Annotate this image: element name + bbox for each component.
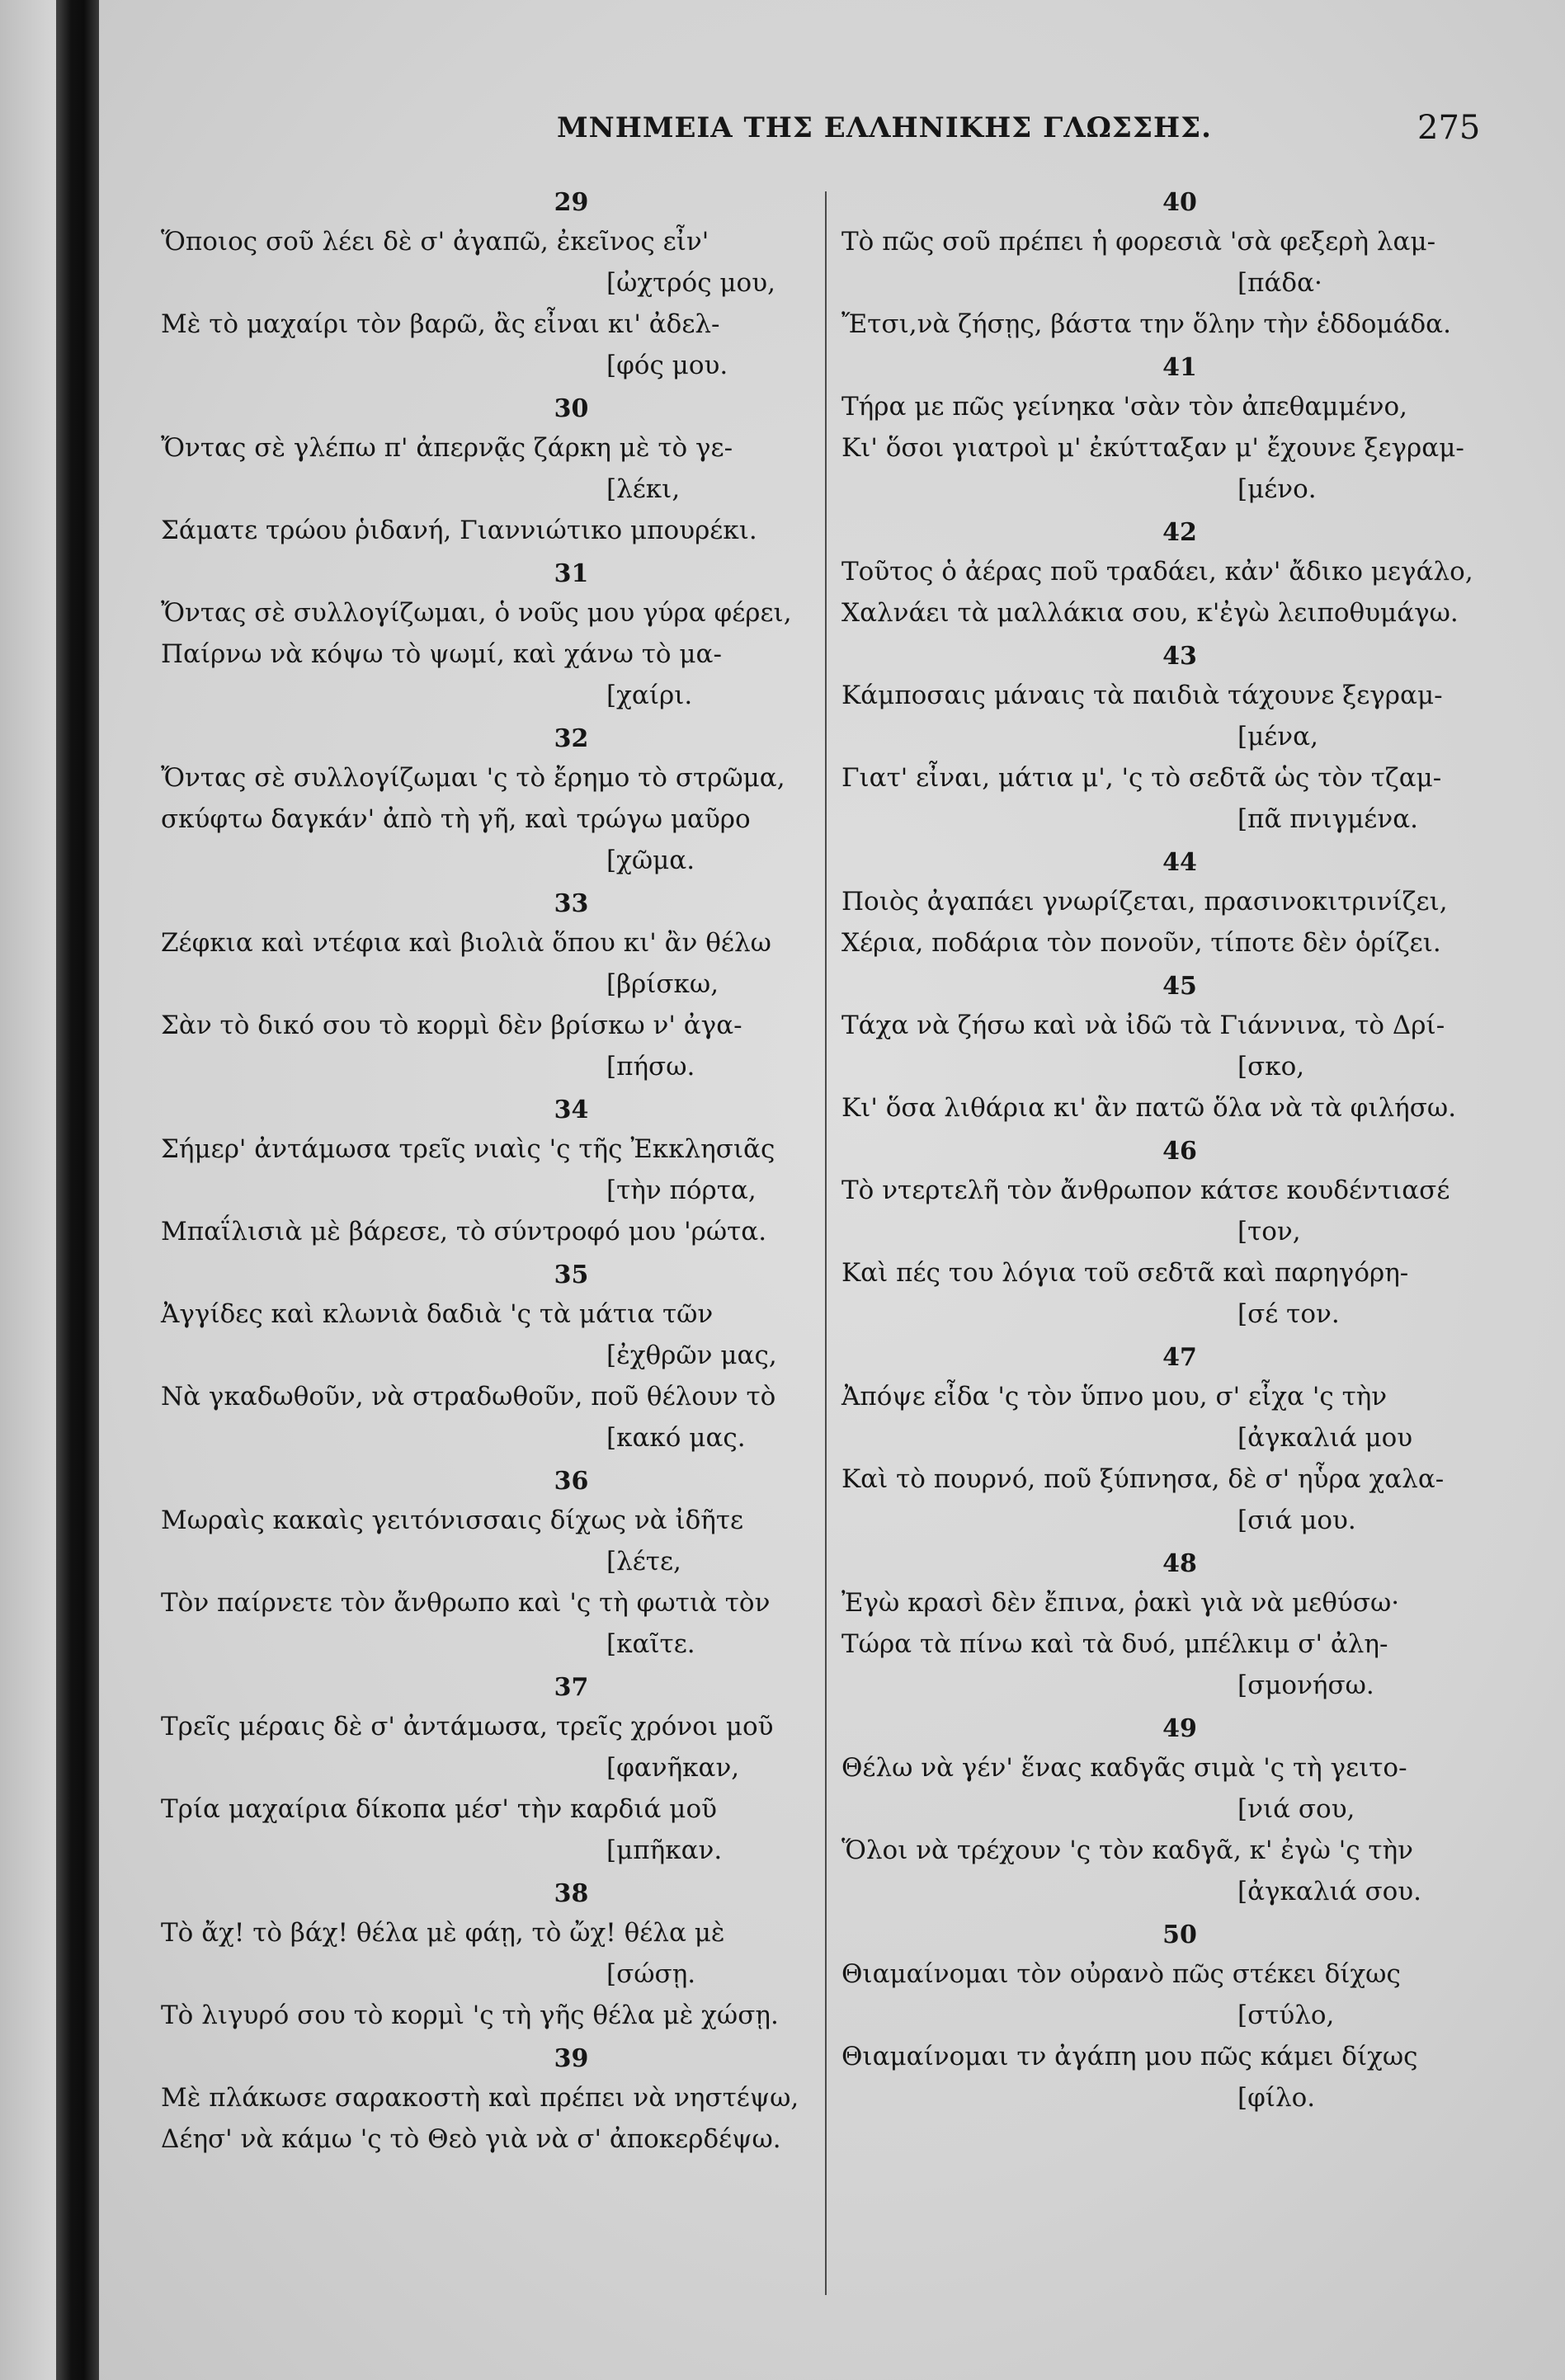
stanza: [161, 1665, 817, 1871]
verse-line: Χέρια, ποδάρια τὸν πονοῦν, τίποτε δὲν ὁρίζει.: [841, 928, 1441, 958]
verse-line: Ὄντας σὲ συλλογίζωμαι 'ς τὸ ἔρημο τὸ στρῶμα,: [161, 763, 785, 793]
verse-line-continuation: [βρίσκω,: [606, 969, 719, 999]
column-divider: [825, 191, 827, 2295]
verse-line: Τὸ ντερτελῆ τὸν ἄνθρωπον κάτσε κουδέντιασέ: [841, 1176, 1450, 1205]
verse-line: Τὸν παίρνετε τὸν ἄνθρωπο καὶ 'ς τὴ φωτιὰ τὸν: [161, 1588, 771, 1618]
verse-line: Ποιὸς ἀγαπάει γνωρίζεται, πρασινοκιτρινίζει,: [841, 887, 1448, 917]
stanza: [841, 964, 1493, 1129]
verse-line: Τρεῖς μέραις δὲ σ' ἀντάμωσα, τρεῖς χρόνοι μοῦ: [161, 1712, 774, 1741]
verse-line-continuation: [λέτε,: [606, 1547, 681, 1576]
verse-line-continuation: [ἐχθρῶν μας,: [606, 1341, 777, 1370]
stanza-number: 34: [554, 1096, 589, 1124]
stanza: [841, 840, 1493, 964]
verse-line-continuation: [σέ τον.: [1237, 1299, 1340, 1329]
stanza: [161, 1459, 817, 1665]
verse-line: Γιατ' εἶναι, μάτια μ', 'ς τὸ σεδτᾶ ὡς τὸν τζαμ-: [841, 763, 1442, 793]
stanza: [841, 180, 1493, 345]
verse-line: Τὸ πῶς σοῦ πρέπει ἡ φορεσιὰ 'σὰ φεξερὴ λαμ-: [841, 227, 1436, 257]
stanza-number: 45: [1162, 972, 1197, 1001]
page-margin: [0, 0, 56, 2380]
verse-line: Ἔτσι,νὰ ζήσῃς, βάστα την ὅλην τὴν ἑδδομάδα.: [841, 309, 1451, 339]
verse-line: Θιαμαίνομαι τὸν οὐρανὸ πῶς στέκει δίχως: [841, 1959, 1401, 1989]
verse-line: Μὲ πλάκωσε σαρακοστὴ καὶ πρέπει νὰ νηστέψω,: [161, 2083, 799, 2113]
verse-line: Σάματε τρώου ῥιδανή, Γιαννιώτικο μπουρέκι.: [161, 516, 757, 545]
verse-line: Μὲ τὸ μαχαίρι τὸν βαρῶ, ἂς εἶναι κι' ἀδελ-: [161, 309, 720, 339]
stanza-number: 50: [1162, 1920, 1197, 1949]
left-column: [161, 180, 817, 2160]
running-header-title: ΜΝΗΜΕΙΑ ΤΗΣ ΕΛΛΗΝΙΚΗΣ ΓΛΩΣΣΗΣ.: [557, 111, 1213, 144]
verse-line: Μωραὶς κακαὶς γειτόνισσαις δίχως νὰ ἰδῆτε: [161, 1506, 744, 1535]
stanza-number: 31: [554, 559, 589, 588]
verse-line-continuation: [ἀγκαλιά μου: [1237, 1423, 1413, 1453]
verse-line-continuation: [φίλο.: [1237, 2083, 1316, 2113]
verse-line: Κι' ὅσα λιθάρια κι' ἂν πατῶ ὅλα νὰ τὰ φιλήσω.: [841, 1093, 1457, 1123]
verse-line: Ἐγὼ κρασὶ δὲν ἔπινα, ῥακὶ γιὰ νὰ μεθύσω·: [841, 1588, 1400, 1618]
verse-line-continuation: [μένο.: [1237, 474, 1317, 504]
verse-line: Τοῦτος ὁ ἀέρας ποῦ τραδάει, κἀν' ἄδικο μεγάλο,: [841, 557, 1473, 587]
verse-line: Παίρνω νὰ κόψω τὸ ψωμί, καὶ χάνω τὸ μα-: [161, 639, 722, 669]
verse-line-continuation: [μπῆκαν.: [606, 1836, 723, 1865]
stanza: [161, 1087, 817, 1252]
stanza-number: 29: [554, 188, 589, 217]
stanza-number: 43: [1162, 642, 1197, 671]
verse-line-continuation: [φός μου.: [606, 351, 728, 380]
verse-line: Σὰν τὸ δικό σου τὸ κορμὶ δὲν βρίσκω ν' ἀγα-: [161, 1011, 742, 1040]
verse-line: Ὄντας σὲ συλλογίζωμαι, ὁ νοῦς μου γύρα φέρει,: [161, 598, 792, 628]
stanza-number: 48: [1162, 1549, 1197, 1578]
verse-line-continuation: [νιά σου,: [1237, 1794, 1355, 1824]
verse-line: Καὶ πές του λόγια τοῦ σεδτᾶ καὶ παρηγόρη-: [841, 1258, 1409, 1288]
stanza-number: 35: [554, 1261, 589, 1289]
verse-line: Ἀγγίδες καὶ κλωνιὰ δαδιὰ 'ς τὰ μάτια τῶν: [161, 1299, 714, 1329]
verse-line-continuation: [σμονήσω.: [1237, 1671, 1374, 1700]
verse-line: Ὅλοι νὰ τρέχουν 'ς τὸν καδγᾶ, κ' ἐγὼ 'ς τὴν: [841, 1836, 1414, 1865]
verse-line: Τὸ ἄχ! τὸ βάχ! θέλα μὲ φάῃ, τὸ ὤχ! θέλα μὲ: [161, 1918, 725, 1948]
verse-line: Ἀπόψε εἶδα 'ς τὸν ὕπνο μου, σ' εἶχα 'ς τὴν: [841, 1382, 1388, 1412]
verse-line: Τὸ λιγυρό σου τὸ κορμὶ 'ς τὴ γῆς θέλα μὲ χώσῃ.: [161, 2001, 779, 2030]
stanza-number: 42: [1162, 518, 1197, 547]
verse-line-continuation: [σκο,: [1237, 1052, 1305, 1082]
stanza: [161, 1871, 817, 2036]
stanza-number: 47: [1162, 1343, 1197, 1372]
verse-line-continuation: [ὠχτρός μου,: [606, 268, 775, 298]
stanza: [841, 1912, 1493, 2118]
verse-line-continuation: [κακό μας.: [606, 1423, 746, 1453]
verse-line-continuation: [ἀγκαλιά σου.: [1237, 1877, 1421, 1906]
verse-line-continuation: [στύλο,: [1237, 2001, 1335, 2030]
verse-line: Χαλνάει τὰ μαλλάκια σου, κ'ἐγὼ λειποθυμάγω.: [841, 598, 1459, 628]
stanza: [161, 180, 817, 386]
verse-line-continuation: [φανῆκαν,: [606, 1753, 740, 1783]
stanza: [161, 881, 817, 1087]
verse-line-continuation: [μένα,: [1237, 722, 1318, 752]
stanza: [161, 716, 817, 881]
stanza: [161, 2036, 817, 2160]
stanza: [841, 1129, 1493, 1335]
stanza-number: 44: [1162, 848, 1197, 877]
stanza: [841, 345, 1493, 510]
stanza-number: 38: [554, 1879, 589, 1908]
verse-line-continuation: [τον,: [1237, 1217, 1301, 1247]
stanza-number: 37: [554, 1673, 589, 1702]
stanza: [841, 1541, 1493, 1706]
stanza: [841, 1335, 1493, 1541]
verse-line: Ζέφκια καὶ ντέφια καὶ βιολιὰ ὅπου κι' ἂν θέλω: [161, 928, 771, 958]
stanza: [841, 510, 1493, 634]
verse-line-continuation: [πάδα·: [1237, 268, 1322, 298]
stanza: [841, 634, 1493, 840]
verse-line: Νὰ γκαδωθοῦν, νὰ στραδωθοῦν, ποῦ θέλουν τὸ: [161, 1382, 776, 1412]
stanza-number: 49: [1162, 1714, 1197, 1743]
verse-line-continuation: [καῖτε.: [606, 1629, 695, 1659]
stanza-number: 46: [1162, 1137, 1197, 1166]
stanza-number: 30: [554, 394, 589, 423]
verse-line: Κάμποσαις μάναις τὰ παιδιὰ τάχουνε ξεγραμ-: [841, 681, 1443, 710]
book-spine-shadow: [56, 0, 99, 2380]
verse-line: Καὶ τὸ πουρνό, ποῦ ξύπνησα, δὲ σ' ηὗρα χαλα-: [841, 1464, 1445, 1494]
verse-line-continuation: [σώσῃ.: [606, 1959, 696, 1989]
verse-line-continuation: [χῶμα.: [606, 846, 695, 875]
verse-line-continuation: [πήσω.: [606, 1052, 695, 1082]
verse-line-continuation: [λέκι,: [606, 474, 681, 504]
verse-line: σκύφτω δαγκάν' ἀπὸ τὴ γῆ, καὶ τρώγω μαῦρο: [161, 804, 751, 834]
verse-line: Θέλω νὰ γέν' ἕνας καδγᾶς σιμὰ 'ς τὴ γειτο-: [841, 1753, 1407, 1783]
stanza-number: 39: [554, 2044, 589, 2073]
verse-line-continuation: [πᾶ πνιγμένα.: [1237, 804, 1418, 834]
stanza-number: 33: [554, 889, 589, 918]
verse-line: Τήρα με πῶς γείνηκα 'σὰν τὸν ἀπεθαμμένο,: [841, 392, 1408, 422]
verse-line-continuation: [τὴν πόρτα,: [606, 1176, 757, 1205]
verse-line: Μπαΐλισιὰ μὲ βάρεσε, τὸ σύντροφό μου 'ρώτα.: [161, 1217, 767, 1247]
right-column: [841, 180, 1493, 2118]
verse-line: Κι' ὅσοι γιατροὶ μ' ἐκύτταξαν μ' ἔχουνε ξεγραμ-: [841, 433, 1464, 463]
stanza: [841, 1706, 1493, 1912]
stanza: [161, 386, 817, 551]
page-number: 275: [1417, 109, 1481, 147]
stanza-number: 32: [554, 724, 589, 753]
verse-line-continuation: [σιά μου.: [1237, 1506, 1356, 1535]
verse-line: Τάχα νὰ ζήσω καὶ νὰ ἰδῶ τὰ Γιάννινα, τὸ Δρί-: [841, 1011, 1445, 1040]
stanza: [161, 1252, 817, 1459]
stanza-number: 41: [1162, 353, 1197, 382]
verse-line: Ὅποιος σοῦ λέει δὲ σ' ἀγαπῶ, ἐκεῖνος εἶν': [161, 227, 709, 257]
verse-line: Τρία μαχαίρια δίκοπα μέσ' τὴν καρδιά μοῦ: [161, 1794, 717, 1824]
verse-line: Τώρα τὰ πίνω καὶ τὰ δυό, μπέλκιμ σ' ἀλη-: [841, 1629, 1388, 1659]
stanza-number: 40: [1162, 188, 1197, 217]
stanza: [161, 551, 817, 716]
verse-line: Θιαμαίνομαι τν ἀγάπη μου πῶς κάμει δίχως: [841, 2042, 1418, 2071]
verse-line-continuation: [χαίρι.: [606, 681, 693, 710]
stanza-number: 36: [554, 1467, 589, 1496]
verse-line: Δέησ' νὰ κάμω 'ς τὸ Θεὸ γιὰ νὰ σ' ἀποκερδέψω.: [161, 2124, 781, 2154]
verse-line: Ὄντας σὲ γλέπω π' ἀπερνᾷς ζάρκη μὲ τὸ γε-: [161, 433, 733, 463]
verse-line: Σήμερ' ἀντάμωσα τρεῖς νιαὶς 'ς τῆς Ἐκκλησιᾶς: [161, 1134, 775, 1164]
